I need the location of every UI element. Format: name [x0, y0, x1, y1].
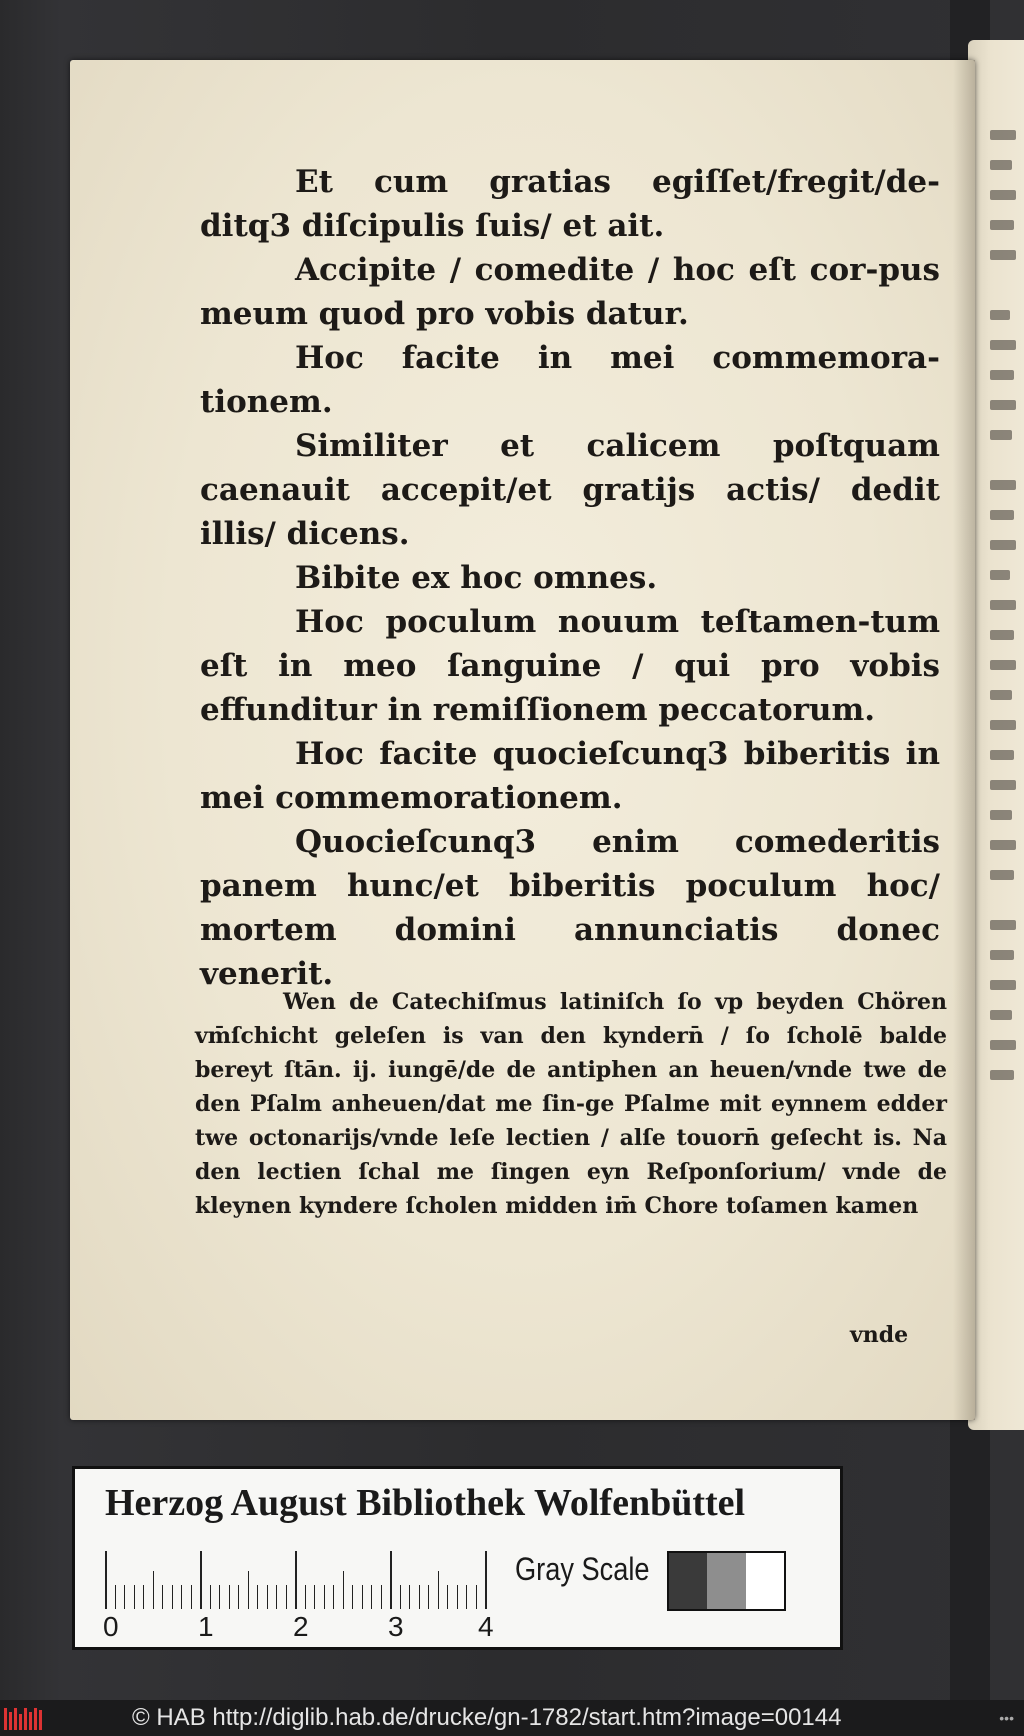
ruler-tick [257, 1585, 258, 1609]
ruler-tick [466, 1585, 467, 1609]
ruler-number: 0 [103, 1611, 119, 1642]
ruler-tick [419, 1585, 420, 1609]
ruler-tick [457, 1585, 458, 1609]
more-icon[interactable]: ••• [999, 1710, 1014, 1726]
ruler-tick [200, 1551, 202, 1609]
ruler-tick [352, 1585, 353, 1609]
german-rubric: Wen de Catechiſmus latiniſch ſo vp beyden Chören vm̄ſchicht geleſen is van den kyndern̄ / ſo ſcholē balde bereyt ſtān. ij. iungē/de de antiphen an heuen/vnde twe de den Pſalm anheuen/dat me ſin-ge Pſalme mit eynnem edder twe octonarijs/vnde leſe lectien / alſe touorn̄ geſecht is. Na den lectien ſchal me ſingen eyn Reſponſorium/ vnde de kleynen kyndere ſcholen midden im̄ Chore toſamen kamen [195, 989, 947, 1219]
ruler-tick [428, 1585, 429, 1609]
library-name: Herzog August Bibliothek Wolfenbüttel [105, 1482, 746, 1524]
ruler-tick [305, 1585, 306, 1609]
ruler-tick [172, 1585, 173, 1609]
ruler-tick [229, 1585, 230, 1609]
ruler-tick [333, 1585, 334, 1609]
ruler-number: 4 [478, 1611, 494, 1642]
hab-logo-icon [4, 1708, 44, 1730]
ruler-tick [295, 1551, 297, 1609]
ruler-tick [181, 1585, 182, 1609]
ruler-tick [276, 1585, 277, 1609]
latin-paragraph: Quocieſcunq3 enim comederitis panem hunc/et biberitis poculum hoc/ mortem domini annunciatis donec venerit. [200, 824, 940, 992]
centimeter-ruler [105, 1549, 485, 1609]
ruler-tick [286, 1585, 287, 1609]
ruler-tick [324, 1585, 325, 1609]
ruler-tick [476, 1585, 477, 1609]
ruler-tick [191, 1585, 192, 1609]
latin-paragraph: Hoc facite in mei commemora-tionem. [200, 340, 940, 420]
latin-text [200, 160, 940, 996]
color-scale-card [72, 1466, 843, 1650]
gray-scale-swatches [667, 1551, 786, 1611]
catchword: vnde [850, 1322, 909, 1348]
book-page [70, 60, 975, 1420]
ruler-tick [115, 1585, 116, 1609]
ruler-tick [390, 1551, 392, 1609]
ruler-tick [134, 1585, 135, 1609]
swatch-dark [669, 1553, 707, 1609]
ruler-number: 1 [198, 1611, 214, 1642]
ruler-tick [124, 1585, 125, 1609]
ruler-tick [105, 1551, 107, 1609]
swatch-light [746, 1553, 784, 1609]
latin-paragraph: Bibite ex hoc omnes. [295, 560, 658, 596]
latin-paragraph: Hoc facite quocieſcunq3 biberitis in mei commemorationem. [200, 736, 940, 816]
ruler-tick [381, 1585, 382, 1609]
ruler-tick [409, 1585, 410, 1609]
footer-bar [0, 1700, 1024, 1736]
ruler-tick [153, 1571, 154, 1609]
ruler-tick [485, 1551, 487, 1609]
ruler-tick [314, 1585, 315, 1609]
ruler-tick [210, 1585, 211, 1609]
ruler-tick [400, 1585, 401, 1609]
footer-copyright-url[interactable]: © HAB http://diglib.hab.de/drucke/gn-1782/start.htm?image=00144 [132, 1704, 842, 1731]
ruler-number: 3 [388, 1611, 404, 1642]
ruler-tick [219, 1585, 220, 1609]
facing-page-edge [968, 40, 1024, 1430]
ruler-tick [238, 1585, 239, 1609]
latin-paragraph: Et cum gratias egiſſet/fregit/de-ditq3 diſcipulis ſuis/ et ait. [200, 164, 940, 244]
ruler-tick [438, 1571, 439, 1609]
swatch-mid [707, 1553, 745, 1609]
ruler-tick [447, 1585, 448, 1609]
ruler-tick [343, 1571, 344, 1609]
ruler-tick [371, 1585, 372, 1609]
ruler-tick [248, 1571, 249, 1609]
ruler-tick [362, 1585, 363, 1609]
latin-paragraph: Similiter et calicem poſtquam caenauit accepit/et gratijs actis/ dedit illis/ dicens. [200, 428, 940, 552]
german-rubric-block [195, 985, 947, 1223]
latin-text-block [200, 160, 940, 996]
ruler-number: 2 [293, 1611, 309, 1642]
ruler-tick [143, 1585, 144, 1609]
ruler-tick [267, 1585, 268, 1609]
latin-paragraph: Accipite / comedite / hoc eſt cor-pus meum quod pro vobis datur. [200, 252, 940, 332]
latin-paragraph: Hoc poculum nouum teſtamen-tum eſt in meo ſanguine / qui pro vobis effunditur in remiſſionem peccatorum. [200, 604, 940, 728]
ruler-tick [162, 1585, 163, 1609]
gray-scale-label: Gray Scale [515, 1551, 650, 1587]
